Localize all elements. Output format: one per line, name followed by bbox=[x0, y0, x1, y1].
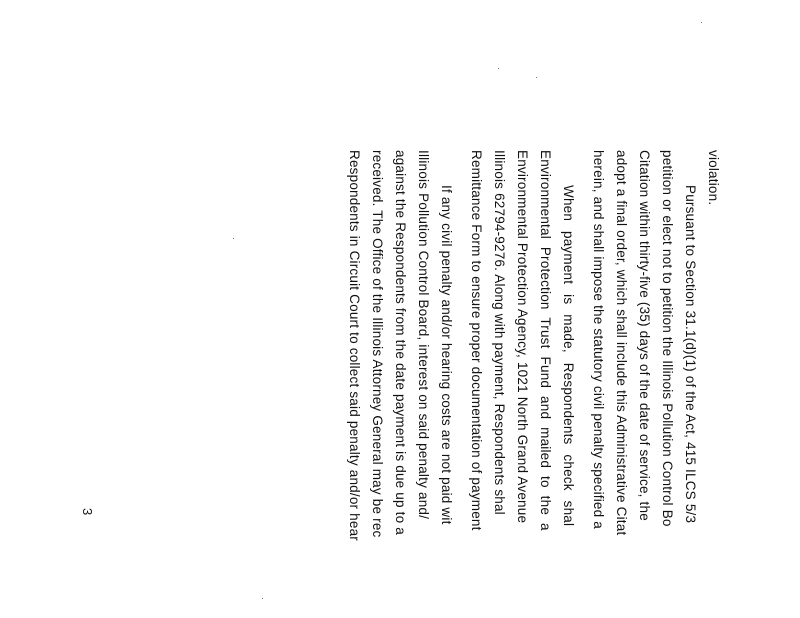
text-line: When payment is made, Respondents check shal bbox=[561, 185, 576, 527]
scan-speck bbox=[233, 238, 234, 239]
text-line: Respondents in Circuit Court to collect said penalty and/or hear bbox=[347, 150, 362, 542]
text-line: Pursuant to Section 31.1(d)(1) of the Act, 415 ILCS 5/3 bbox=[683, 185, 698, 524]
scan-speck bbox=[498, 68, 499, 69]
text-line: violation. bbox=[706, 150, 721, 206]
text-line: herein, and shall impose the statutory civil penalty specified a bbox=[591, 150, 606, 530]
text-line: Environmental Protection Agency, 1021 North Grand Avenue bbox=[515, 150, 530, 524]
text-line: received. The Office of the Illinois Attorney General may be rec bbox=[370, 150, 385, 538]
text-line: If any civil penalty and/or hearing costs are not paid wit bbox=[439, 185, 454, 525]
text-line: Remittance Form to ensure proper documentation of payment bbox=[469, 150, 484, 531]
text-line: petition or elect not to petition the Illinois Pollution Control Bo bbox=[660, 150, 675, 527]
page-number: 3 bbox=[80, 508, 95, 516]
text-line: Illinois Pollution Control Board, interest on said penalty and/ bbox=[416, 150, 431, 520]
scan-speck bbox=[536, 77, 537, 78]
text-line: Illinois 62794-9276. Along with payment, Respondents shal bbox=[492, 150, 507, 515]
scan-speck bbox=[701, 22, 702, 23]
text-line: Environmental Protection Trust Fund and mailed to the a bbox=[538, 150, 553, 531]
text-line: Citation within thirty-five (35) days of the date of service, the bbox=[637, 150, 652, 521]
text-line: adopt a final order, which shall include this Administrative Citat bbox=[614, 150, 629, 536]
scan-speck bbox=[262, 598, 263, 599]
text-line: against the Respondents from the date payment is due up to a bbox=[393, 150, 408, 535]
